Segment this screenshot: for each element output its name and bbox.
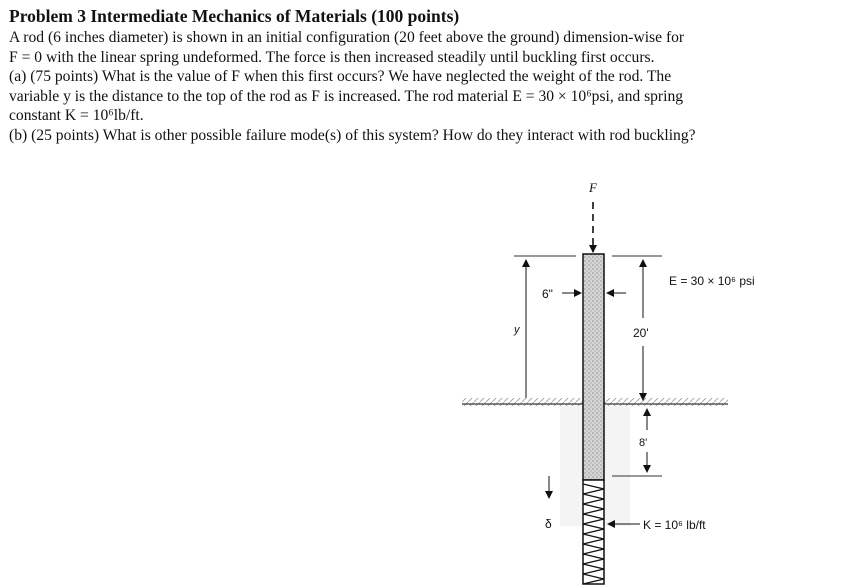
- problem-line-1: A rod (6 inches diameter) is shown in an initial configuration (20 feet above the ground) dimension-wise for: [9, 29, 685, 46]
- problem-line-2: F = 0 with the linear spring undeformed. The force is then increased steadily until buckling first occurs.: [9, 48, 655, 66]
- y-dimension: [514, 256, 576, 398]
- modulus-label: E = 30 × 10⁶ psi: [669, 274, 755, 288]
- problem-line-3: (a) (75 points) What is the value of F when this first occurs? We have neglected the weight of the rod. The: [9, 68, 672, 86]
- spring-label: K = 10⁶ lb/ft: [643, 518, 706, 532]
- delta-label: δ: [545, 517, 552, 531]
- y-label: y: [514, 324, 520, 336]
- problem-title: Problem 3 Intermediate Mechanics of Materials (100 points): [9, 6, 460, 26]
- embed-label: 8': [639, 437, 648, 449]
- height-label: 20': [633, 326, 649, 340]
- diameter-label: 6": [542, 287, 553, 301]
- spring: [583, 480, 604, 584]
- problem-line-5: constant K = 10⁶lb/ft.: [9, 107, 144, 125]
- problem-line-6: (b) (25 points) What is other possible failure mode(s) of this system? How do they interact with rod buckling?: [9, 126, 696, 144]
- rod: [583, 254, 604, 480]
- problem-line-4: variable y is the distance to the top of the rod as F is increased. The rod material E = 30 × 10⁶psi, and spring: [9, 87, 684, 105]
- force-label: F: [589, 180, 597, 195]
